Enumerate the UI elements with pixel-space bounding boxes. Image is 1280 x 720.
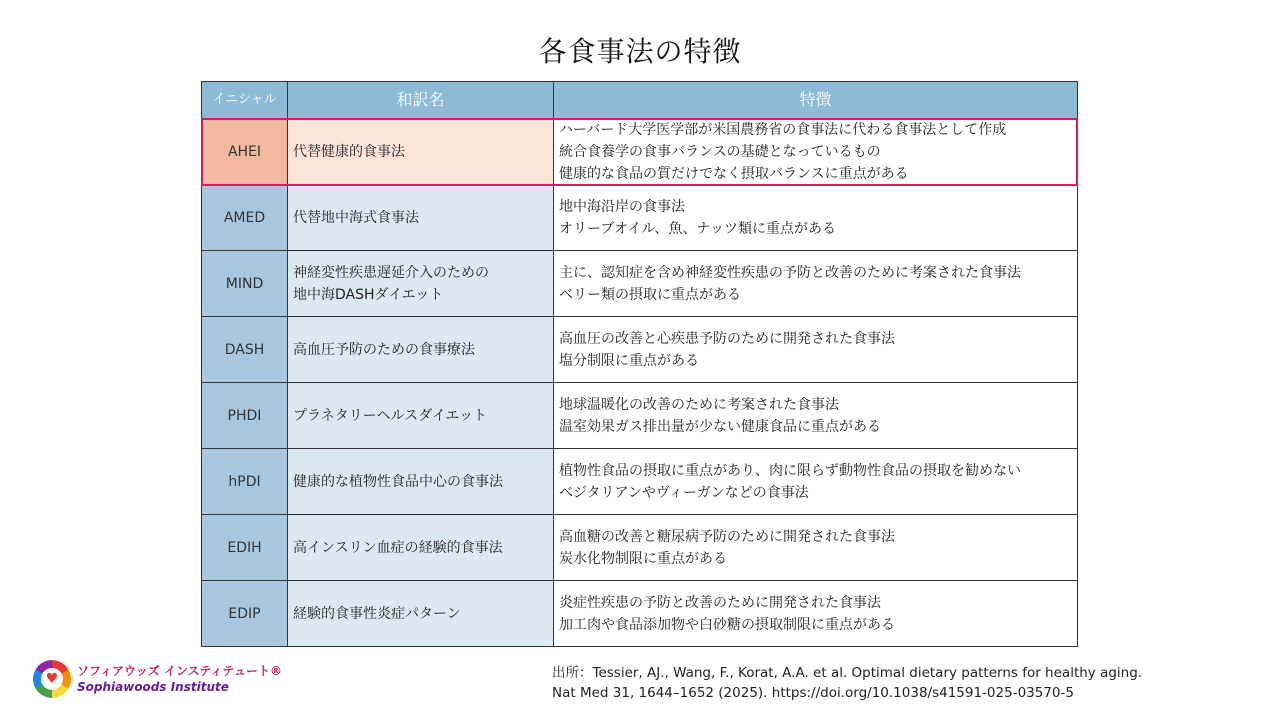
cell-features xyxy=(554,581,1078,647)
name-line: 高血圧予防のための食事療法 xyxy=(293,341,475,358)
feature-line: オリーブオイル、魚、ナッツ類に重点がある xyxy=(559,220,837,237)
cell-initial: EDIP xyxy=(202,581,288,647)
feature-line: 炭水化物制限に重点がある xyxy=(559,550,727,567)
cell-name xyxy=(288,251,554,317)
cell-name xyxy=(288,185,554,251)
feature-line: ハーバード大学医学部が米国農務省の食事法に代わる食事法として作成 xyxy=(559,121,1007,138)
table-row xyxy=(202,449,1078,515)
cell-name xyxy=(288,317,554,383)
cell-initial: MIND xyxy=(202,251,288,317)
name-line: 代替地中海式食事法 xyxy=(293,209,419,226)
cell-features xyxy=(554,251,1078,317)
name-line: プラネタリーヘルスダイエット xyxy=(293,407,488,424)
logo-text-en: Sophiawoods Institute xyxy=(77,680,229,694)
cell-name xyxy=(288,515,554,581)
cell-features xyxy=(554,515,1078,581)
table-row xyxy=(202,581,1078,647)
cell-name xyxy=(288,581,554,647)
cell-name xyxy=(288,383,554,449)
table-row xyxy=(202,185,1078,251)
cell-initial: AHEI xyxy=(202,119,288,185)
feature-line: 地球温暖化の改善のために考案された食事法 xyxy=(559,396,839,413)
source-line-2: Nat Med 31, 1644–1652 (2025). https://doi.org/10.1038/s41591-025-03570-5 xyxy=(552,685,1074,701)
table-row xyxy=(202,515,1078,581)
page-title: 各食事法の特徴 xyxy=(538,35,742,68)
name-line: 代替健康的食事法 xyxy=(293,143,405,160)
cell-features xyxy=(554,449,1078,515)
cell-features xyxy=(554,383,1078,449)
name-line: 健康的な植物性食品中心の食事法 xyxy=(293,473,503,490)
feature-line: 高血圧の改善と心疾患予防のために開発された食事法 xyxy=(559,330,895,347)
name-line: 神経変性疾患遅延介入のための xyxy=(293,264,489,281)
cell-initial: hPDI xyxy=(202,449,288,515)
cell-initial: EDIH xyxy=(202,515,288,581)
logo xyxy=(33,660,283,700)
feature-line: 塩分制限に重点がある xyxy=(559,352,699,369)
cell-initial: DASH xyxy=(202,317,288,383)
header-features: 特徴 xyxy=(554,82,1078,119)
source-citation xyxy=(552,663,1142,703)
heart-rainbow-circle-icon: ♥ xyxy=(33,660,71,698)
feature-line: ベリー類の摂取に重点がある xyxy=(559,286,741,303)
name-line: 高インスリン血症の経験的食事法 xyxy=(293,539,503,556)
header-name: 和訳名 xyxy=(288,82,554,119)
feature-line: 加工肉や食品添加物や白砂糖の摂取制限に重点がある xyxy=(559,616,895,633)
cell-features xyxy=(554,119,1078,185)
table-header-row xyxy=(202,82,1078,119)
feature-line: 植物性食品の摂取に重点があり、肉に限らず動物性食品の摂取を勧めない xyxy=(559,462,1021,479)
feature-line: 高血糖の改善と糖尿病予防のために開発された食事法 xyxy=(559,528,895,545)
feature-line: 健康的な食品の質だけでなく摂取バランスに重点がある xyxy=(559,165,909,182)
feature-line: ベジタリアンやヴィーガンなどの食事法 xyxy=(559,484,809,501)
feature-line: 統合食養学の食事バランスの基礎となっているもの xyxy=(559,143,881,160)
cell-name xyxy=(288,449,554,515)
feature-line: 地中海沿岸の食事法 xyxy=(559,198,685,215)
feature-line: 温室効果ガス排出量が少ない健康食品に重点がある xyxy=(559,418,881,435)
table-row xyxy=(202,317,1078,383)
feature-line: 炎症性疾患の予防と改善のために開発された食事法 xyxy=(559,594,881,611)
name-line: 経験的食事性炎症パターン xyxy=(293,605,461,622)
name-line: 地中海DASHダイエット xyxy=(293,286,444,303)
cell-initial: PHDI xyxy=(202,383,288,449)
source-line-1: 出所：Tessier, AJ., Wang, F., Korat, A.A. et al. Optimal dietary patterns for healthy aging. xyxy=(552,665,1143,681)
table-row xyxy=(202,251,1078,317)
table-row xyxy=(202,119,1078,185)
feature-line: 主に、認知症を含め神経変性疾患の予防と改善のために考案された食事法 xyxy=(559,264,1021,281)
cell-name xyxy=(288,119,554,185)
header-initial: イニシャル xyxy=(202,82,288,119)
logo-text-jp: ソフィアウッズ インスティテュート® xyxy=(77,664,283,678)
cell-features xyxy=(554,317,1078,383)
cell-initial: AMED xyxy=(202,185,288,251)
table-row xyxy=(202,383,1078,449)
cell-features xyxy=(554,185,1078,251)
diet-table xyxy=(201,81,1078,647)
